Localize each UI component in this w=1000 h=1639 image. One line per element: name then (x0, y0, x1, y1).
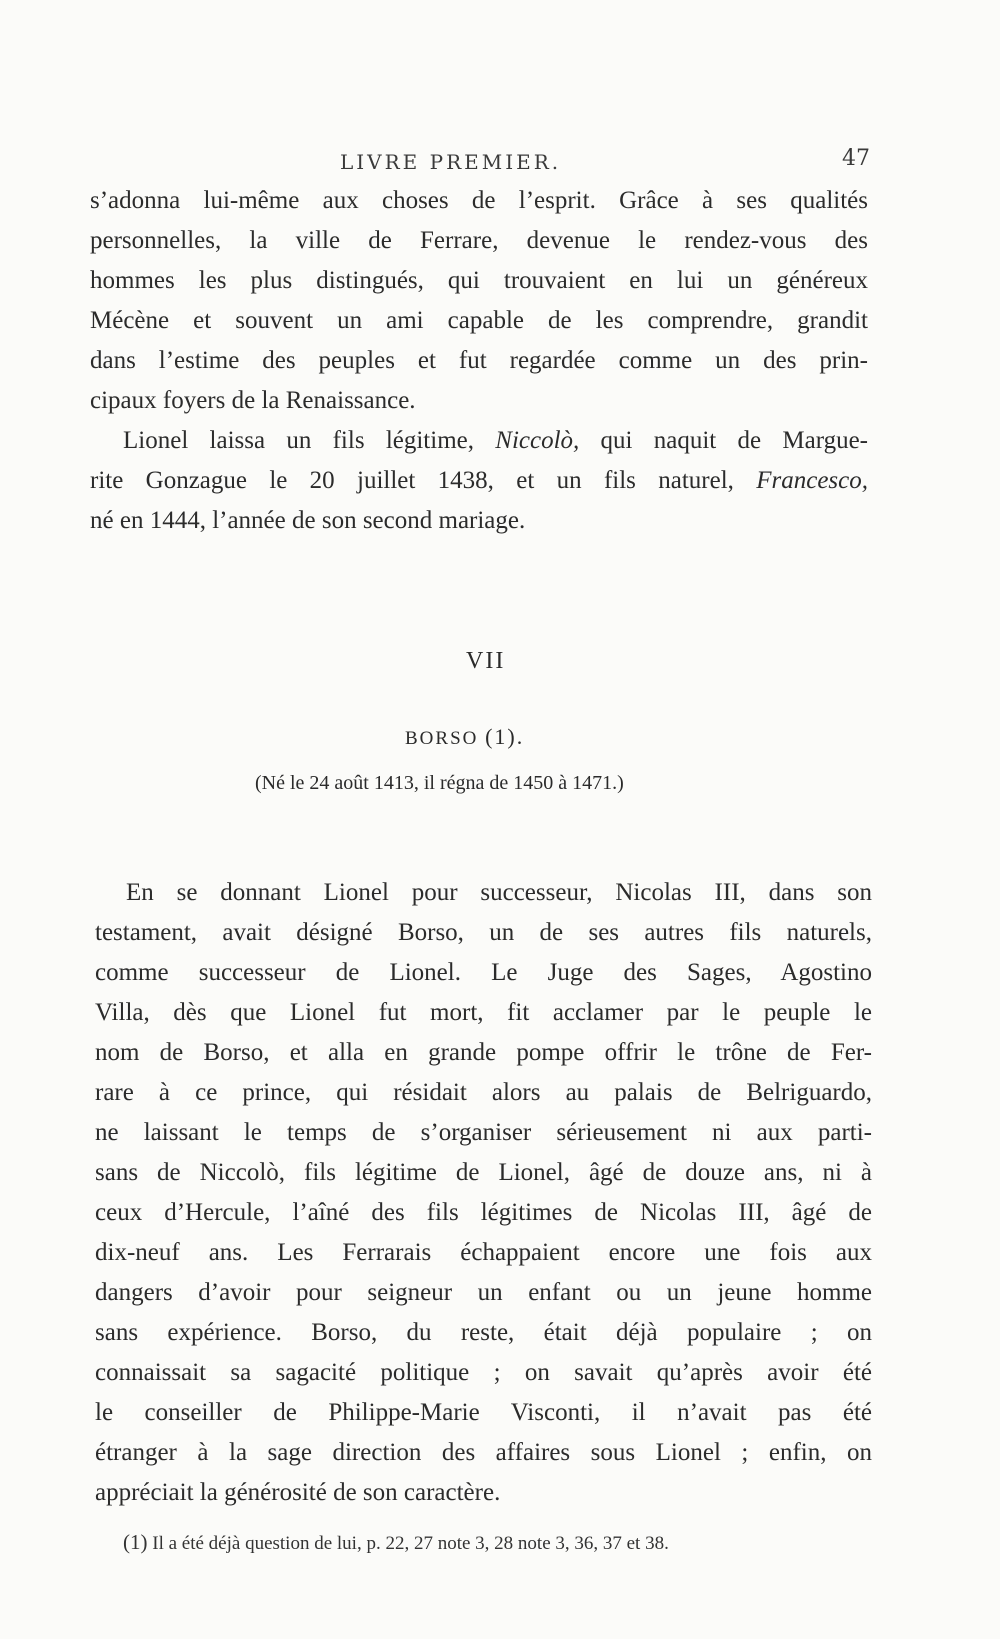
text-span: Lionel laissa un fils légitime, (123, 427, 496, 454)
text-line: né en 1444, l’année de son second mariage. (90, 507, 526, 534)
text-line: étranger à la sage direction des affaires sous Lionel ; enfin, on (95, 1439, 872, 1466)
text-line: testament, avait désigné Borso, un de ses autres fils naturels, (95, 919, 872, 946)
text-line: sans de Niccolò, fils légitime de Lionel, âgé de douze ans, ni à (95, 1159, 872, 1186)
section-title-text: BORSO (405, 728, 479, 749)
text-line (123, 426, 868, 456)
text-line: dangers d’avoir pour seigneur un enfant ou un jeune homme (95, 1279, 872, 1306)
italic-name: Niccolò, (495, 427, 580, 454)
text-line (90, 466, 868, 496)
page-number: 47 (842, 146, 870, 171)
section-number: VII (466, 648, 506, 674)
text-line: le conseiller de Philippe-Marie Visconti, il n’avait pas été (95, 1399, 872, 1426)
text-line: appréciait la générosité de son caractère. (95, 1479, 501, 1506)
footnote-text: Il a été déjà question de lui, p. 22, 27 note 3, 28 note 3, 36, 37 et 38. (152, 1533, 669, 1554)
footnote-number: (1) (123, 1530, 148, 1554)
section-dates: (Né le 24 août 1413, il régna de 1450 à 1471.) (255, 772, 624, 794)
text-line: sans expérience. Borso, du reste, était déjà populaire ; on (95, 1319, 872, 1346)
text-line: comme successeur de Lionel. Le Juge des Sages, Agostino (95, 959, 872, 986)
italic-name: Francesco, (756, 467, 868, 494)
text-line: rare à ce prince, qui résidait alors au palais de Belriguardo, (95, 1079, 872, 1106)
footnote (123, 1530, 669, 1555)
running-head: LIVRE PREMIER. (340, 150, 562, 174)
text-line: Mécène et souvent un ami capable de les comprendre, grandit (90, 307, 868, 334)
text-line: connaissait sa sagacité politique ; on savait qu’après avoir été (95, 1359, 872, 1386)
text-line: personnelles, la ville de Ferrare, devenue le rendez-vous des (90, 227, 868, 254)
text-line: nom de Borso, et alla en grande pompe offrir le trône de Fer- (95, 1039, 872, 1066)
text-line: dans l’estime des peuples et fut regardée comme un des prin- (90, 347, 868, 374)
text-span: qui naquit de Margue- (579, 427, 869, 454)
text-line: Villa, dès que Lionel fut mort, fit acclamer par le peuple le (95, 999, 872, 1026)
footnote-ref: (1). (485, 724, 525, 749)
section-title (405, 724, 524, 750)
text-span: rite Gonzague le 20 juillet 1438, et un fils naturel, (90, 467, 757, 494)
text-line: s’adonna lui-même aux choses de l’esprit. Grâce à ses qualités (90, 187, 868, 214)
text-line: hommes les plus distingués, qui trouvaient en lui un généreux (90, 267, 868, 294)
text-line: En se donnant Lionel pour successeur, Nicolas III, dans son (126, 879, 872, 906)
text-line: ceux d’Hercule, l’aîné des fils légitimes de Nicolas III, âgé de (95, 1199, 872, 1226)
text-line: dix-neuf ans. Les Ferrarais échappaient encore une fois aux (95, 1239, 872, 1266)
text-line: ne laissant le temps de s’organiser sérieusement ni aux parti- (95, 1119, 872, 1146)
text-line: cipaux foyers de la Renaissance. (90, 387, 416, 414)
